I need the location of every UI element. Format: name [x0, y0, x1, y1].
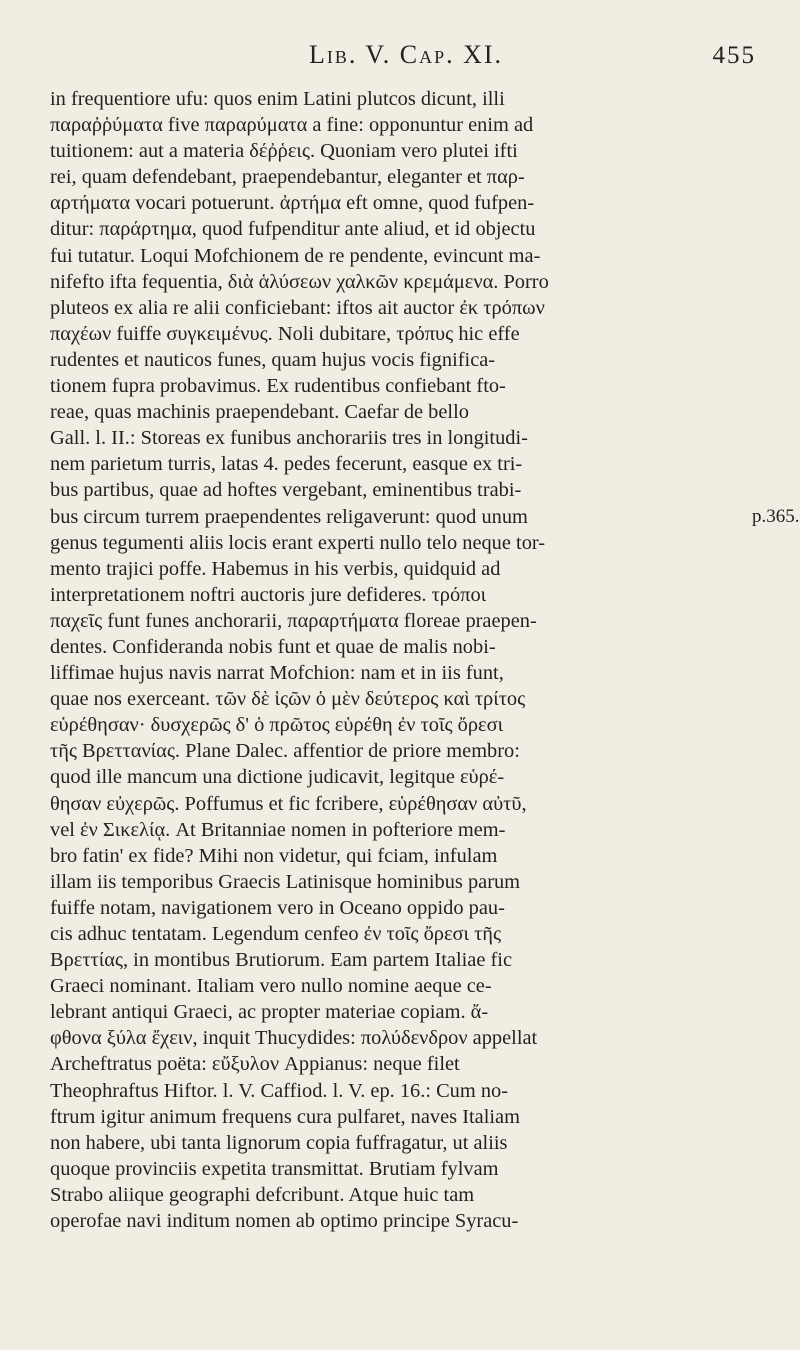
text-line-content: Theophraftus Hiftor. l. V. Caffiod. l. V. ep. 16.: Cum no- [50, 1079, 509, 1102]
text-line [50, 138, 762, 164]
text-line-content: ftrum igitur animum frequens cura pulfaret, naves Italiam [50, 1105, 520, 1128]
text-line [50, 1078, 762, 1104]
running-head: Lib. V. Cap. XI. [308, 40, 504, 69]
text-line-content: illam iis temporibus Graecis Latinisque hominibus parum [50, 870, 521, 893]
text-line-content: dentes. Confideranda nobis funt et quae de malis nobi- [50, 635, 496, 658]
text-line [50, 869, 762, 895]
text-line-content: quoque provinciis expetita transmittat. Brutiam fylvam [50, 1157, 499, 1180]
text-line-content: cis adhuc tentatam. Legendum cenfeo ἐν τοῖς ὄρεσι τῆς [50, 923, 502, 945]
text-line-content: παραῤῥύματα five παραρύματα a fine: opponuntur enim ad [50, 114, 534, 137]
text-line [50, 895, 762, 921]
text-line-content: rei, quam defendebant, praependebantur, eleganter et παρ- [50, 166, 525, 189]
text-line-content: τῆς Βρεττανίας. Plane Dalec. affentior de priore membro: [50, 740, 520, 763]
text-line [50, 634, 762, 660]
text-line-content: nifefto ifta fequentia, διὰ ἁλύσεων χαλκῶν κρεμάμενα. Porro [50, 270, 549, 293]
text-line-content: Graeci nominant. Italiam vero nullo nomine aeque ce- [50, 975, 492, 998]
text-line [50, 321, 762, 347]
text-line [50, 190, 762, 216]
text-line [50, 112, 762, 138]
text-line-content: quae nos exerceant. τῶν δὲ ἱςῶν ὁ μὲν δεύτερος καὶ τρίτος [50, 688, 526, 711]
text-line-content: mento trajici poffe. Habemus in his verbis, quidquid ad [50, 557, 501, 580]
text-line [50, 373, 762, 399]
text-line [50, 347, 762, 373]
text-line-content: Strabo aliique geographi defcribunt. Atque huic tam [50, 1183, 475, 1206]
body-text [50, 86, 800, 1234]
page-header [50, 40, 762, 74]
text-line-content: nem parietum turris, latas 4. pedes fecerunt, easque ex tri- [50, 453, 523, 476]
text-line-content: lebrant antiqui Graeci, ac propter materiae copiam. ἄ- [50, 1001, 489, 1024]
page-number: 455 [712, 42, 756, 69]
text-line [50, 269, 762, 295]
text-line [50, 556, 762, 582]
text-line [50, 817, 762, 843]
text-line-content: bus circum turrem praependentes religaverunt: quod unum [50, 505, 528, 528]
text-line [50, 1208, 762, 1234]
text-line-content: rudentes et nauticos funes, quam hujus vocis fignifica- [50, 348, 496, 371]
text-line-content: Βρεττίας, in montibus Brutiorum. Eam partem Italiae fic [50, 949, 512, 972]
text-line [50, 921, 762, 947]
text-line [50, 399, 762, 425]
text-line [50, 791, 762, 817]
text-line [50, 451, 762, 477]
text-line-content: tionem fupra probavimus. Ex rudentibus confiebant fto- [50, 375, 506, 398]
text-line [50, 295, 762, 321]
text-line [50, 425, 762, 451]
text-line [50, 738, 762, 764]
margin-page-reference: p.365. [752, 505, 800, 527]
text-line-content: αρτήματα vocari potuerunt. ἀρτήμα eft omne, quod fufpen- [50, 192, 535, 215]
text-line-content: θησαν εὐχερῶς. Poffumus et fic fcribere, εὑρέθησαν αὐτῦ, [50, 792, 527, 815]
text-line [50, 1156, 762, 1182]
text-line-content: παχεῖς funt funes anchorarii, παραρτήματα floreae praepen- [50, 609, 537, 632]
text-line [50, 582, 762, 608]
text-line [50, 243, 762, 269]
text-line-content: Archeftratus poëta: εὔξυλον Appianus: neque filet [50, 1053, 460, 1076]
text-line-content: fui tutatur. Loqui Mofchionem de re pendente, evincunt ma- [50, 244, 541, 267]
text-line [50, 660, 762, 686]
text-line [50, 1104, 762, 1130]
text-line [50, 504, 800, 530]
text-line-content: non habere, ubi tanta lignorum copia fuffragatur, ut aliis [50, 1131, 508, 1154]
text-line-content: tuitionem: aut a materia δέῤῥεις. Quoniam vero plutei ifti [50, 140, 518, 163]
text-line [50, 843, 762, 869]
text-line [50, 1025, 762, 1051]
text-line-content: bro fatin' ex fide? Mihi non videtur, qui fciam, infulam [50, 844, 498, 867]
text-line-content: liffimae hujus navis narrat Mofchion: nam et in iis funt, [50, 662, 504, 685]
text-line-content: ditur: παράρτημα, quod fufpenditur ante aliud, et id objectu [50, 218, 536, 241]
text-line-content: genus tegumenti aliis locis erant experti nullo telo neque tor- [50, 531, 546, 554]
text-line-content: in frequentiore ufu: quos enim Latini plutcos dicunt, illi [50, 88, 505, 110]
text-line [50, 608, 762, 634]
text-line [50, 686, 762, 712]
text-line [50, 712, 762, 738]
text-line [50, 477, 762, 503]
text-line-content: bus partibus, quae ad hoftes vergebant, eminentibus trabi- [50, 479, 522, 502]
text-line [50, 1051, 762, 1077]
text-line [50, 1130, 762, 1156]
text-line-content: interpretationem noftri auctoris jure defideres. τρόποι [50, 583, 487, 606]
text-line [50, 86, 762, 112]
text-line [50, 164, 762, 190]
text-line-content: Gall. l. II.: Storeas ex funibus anchorariis tres in longitudi- [50, 427, 528, 450]
text-line [50, 1182, 762, 1208]
text-line [50, 999, 762, 1025]
text-line-content: εὑρέθησαν· δυσχερῶς δ' ὁ πρῶτος εὑρέθη ἐν τοῖς ὄρεσι [50, 714, 504, 737]
text-line [50, 216, 762, 242]
text-line-content: fuiffe notam, navigationem vero in Oceano oppido pau- [50, 896, 505, 919]
text-line [50, 973, 762, 999]
text-line-content: operofae navi inditum nomen ab optimo principe Syracu- [50, 1210, 519, 1233]
text-line-content: pluteos ex alia re alii conficiebant: iftos ait auctor ἐκ τρόπων [50, 296, 545, 319]
text-line-content: παχέων fuiffe συγκειμένυς. Noli dubitare, τρόπυς hic effe [50, 322, 520, 345]
text-line-content: vel ἐν Σικελίᾳ. At Britanniae nomen in pofteriore mem- [50, 818, 506, 841]
text-line [50, 530, 762, 556]
text-line-content: reae, quas machinis praependebant. Caefar de bello [50, 401, 469, 424]
text-line-content: quod ille mancum una dictione judicavit, legitque εὑρέ- [50, 766, 505, 789]
text-line [50, 947, 762, 973]
text-line [50, 764, 762, 790]
text-line-content: φθονα ξύλα ἔχειν, inquit Thucydides: πολύδενδρον appellat [50, 1027, 538, 1050]
